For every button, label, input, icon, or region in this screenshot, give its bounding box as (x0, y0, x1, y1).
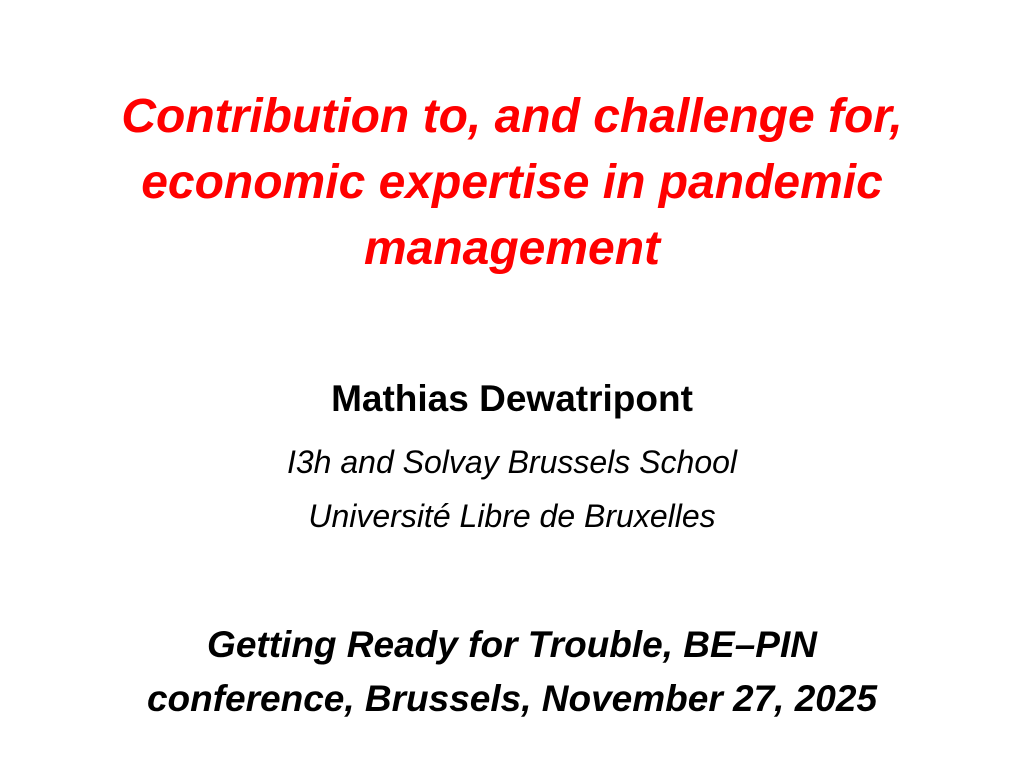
conference-line: Getting Ready for Trouble, BE–PIN (207, 624, 817, 665)
slide-title (20, 84, 1004, 282)
conference-line: conference, Brussels, November 27, 2025 (146, 678, 878, 719)
affiliation-line: Université Libre de Bruxelles (308, 498, 716, 534)
slide-title-line: economic expertise in pandemic (141, 156, 883, 209)
slide-title-line: Contribution to, and challenge for, (121, 90, 903, 143)
author-name: Mathias Dewatripont (331, 378, 693, 419)
affiliation-line: I3h and Solvay Brussels School (286, 444, 738, 480)
slide-title-line: management (363, 222, 661, 275)
conference-info (20, 618, 1004, 726)
